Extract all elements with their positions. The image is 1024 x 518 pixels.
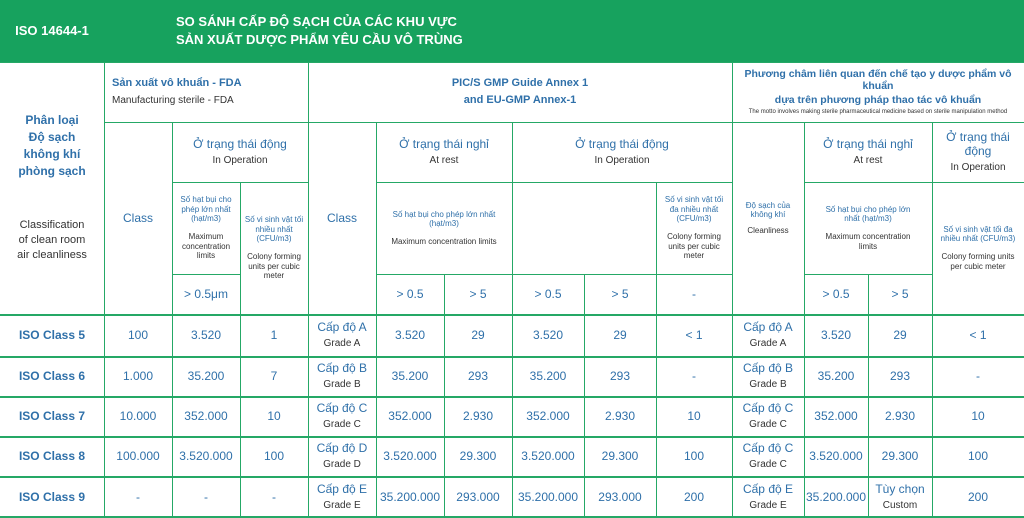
motto-rest-5-cell — [868, 356, 932, 396]
cell-value: 29.300 — [601, 448, 639, 463]
grid-line — [804, 122, 805, 314]
pics-operation-5-cell — [584, 436, 656, 476]
motto-microbe-cell — [932, 476, 1024, 518]
grade-vn: Cấp độ B — [742, 361, 794, 376]
grade-vn: Cấp độ B — [316, 361, 368, 376]
motto-grade-cell — [732, 356, 804, 396]
grade-vn: Cấp độ C — [742, 441, 794, 456]
pics-particles-header — [376, 182, 512, 274]
iso-class-cell — [0, 436, 104, 476]
grid-line — [104, 62, 105, 314]
fda-microbe-cell — [240, 396, 308, 436]
cell-value: 29.300 — [459, 448, 497, 463]
pics-operation-5-cell — [584, 356, 656, 396]
cell-value: 35.200 — [529, 368, 567, 383]
grid-line — [656, 182, 657, 314]
pics-operation-vn: Ở trạng thái động — [575, 136, 669, 151]
cell-value: 3.520 — [532, 327, 564, 342]
cell-value: - — [976, 368, 980, 383]
left-header-en — [17, 218, 87, 264]
motto-rest-05-cell — [804, 436, 868, 476]
motto-title-line-1: Phương châm liên quan đến chế tạo y dược phẩm vô khuẩn — [744, 67, 1012, 93]
pics-size-header — [656, 274, 732, 314]
fda-microbe-cell — [240, 356, 308, 396]
fda-class-header — [104, 122, 172, 314]
pics-size-label: > 0.5 — [396, 286, 424, 301]
cell-value: 100 — [127, 327, 149, 342]
pics-operation-5-cell — [584, 396, 656, 436]
cell-value: 352.000 — [814, 408, 858, 423]
motto-microbe-vn: Số vi sinh vật tối đa nhiều nhất (CFU/m3) — [940, 224, 1016, 244]
cell-value: 2.930 — [604, 408, 636, 423]
grid-line — [376, 274, 732, 275]
pics-operation-05-cell — [512, 314, 584, 356]
grade-vn: Cấp độ A — [317, 320, 367, 335]
left-header-en-line: Classification — [19, 218, 85, 231]
cell-value: 3.520 — [820, 327, 852, 342]
cell-value: 352.000 — [526, 408, 570, 423]
pics-operation-5-cell — [584, 314, 656, 356]
pics-size-header — [444, 274, 512, 314]
cell-value: - — [136, 489, 140, 504]
cell-value: 3.520.000 — [809, 448, 863, 463]
pics-class-label: Class — [326, 210, 357, 225]
grade-en: Grade B — [749, 378, 787, 390]
pics-size-label: > 5 — [611, 286, 629, 301]
cell-value: 35.200 — [817, 368, 855, 383]
motto-rest-05-cell — [804, 476, 868, 518]
cell-value: < 1 — [969, 327, 987, 342]
grade-en: Grade A — [749, 337, 787, 349]
grade-vn: Cấp độ C — [316, 401, 368, 416]
cell-value: - — [692, 368, 696, 383]
motto-microbe-cell — [932, 396, 1024, 436]
grade-vn: Cấp độ D — [316, 441, 368, 456]
grid-line — [804, 182, 1024, 183]
motto-cleanliness-en: Cleanliness — [747, 225, 789, 235]
motto-rest-5-cell — [868, 314, 932, 356]
pics-operation-05-cell — [512, 356, 584, 396]
motto-particles-en: Maximum concentration limits — [825, 232, 911, 251]
grade-vn: Cấp độ A — [743, 320, 793, 335]
fda-microbe-en: Colony forming units per cubic meter — [247, 252, 301, 281]
pics-rest-header — [376, 122, 512, 182]
cell-value: 10 — [687, 408, 701, 423]
cell-value: 3.520.000 — [521, 448, 575, 463]
fda-microbe-cell — [240, 436, 308, 476]
cell-value: 293.000 — [456, 489, 500, 504]
pics-rest-05-cell — [376, 314, 444, 356]
grade-en: Grade E — [749, 499, 787, 511]
cell-value: 29 — [613, 327, 627, 342]
fda-particles-cell — [172, 356, 240, 396]
motto-grade-cell — [732, 436, 804, 476]
pics-size-label: > 0.5 — [534, 286, 562, 301]
grid-line — [172, 314, 173, 518]
fda-class-cell — [104, 356, 172, 396]
fda-microbe-vn: Số vi sinh vật tối nhiều nhất (CFU/m3) — [244, 215, 304, 244]
pics-rest-05-cell — [376, 436, 444, 476]
grade-en: Grade B — [323, 378, 361, 390]
pics-microbe-vn: Số vi sinh vật tối đa nhiều nhất (CFU/m3) — [664, 195, 724, 224]
pics-rest-5-cell — [444, 314, 512, 356]
iso-header-cell — [0, 0, 104, 62]
pics-operation-spacer — [512, 182, 656, 274]
fda-particles-cell — [172, 436, 240, 476]
cell-value: 35.200.000 — [517, 489, 579, 504]
grid-line — [376, 122, 377, 314]
grade-vn: Cấp độ E — [316, 482, 368, 497]
left-header-vn-line: không khí — [23, 146, 81, 161]
pics-grade-cell — [308, 476, 376, 518]
pics-microbe-cell — [656, 396, 732, 436]
grid-line — [0, 62, 1024, 63]
cell-value: 2.930 — [462, 408, 494, 423]
pics-size-label: - — [692, 286, 696, 301]
grid-line — [172, 122, 173, 314]
grid-line — [308, 314, 309, 518]
motto-rest-5-cell — [868, 476, 932, 518]
pics-rest-05-cell — [376, 396, 444, 436]
motto-rest-5-cell — [868, 396, 932, 436]
fda-title: Sản xuất vô khuẩn - FDA — [112, 77, 242, 90]
fda-particles-cell — [172, 476, 240, 518]
motto-rest-05-cell — [804, 356, 868, 396]
motto-rest-en: At rest — [853, 155, 883, 167]
cell-value: 100 — [263, 448, 285, 463]
pics-microbe-cell — [656, 436, 732, 476]
grid-line — [932, 122, 933, 314]
motto-rest-5-cell — [868, 436, 932, 476]
cell-value: 293 — [467, 368, 489, 383]
fda-size-header — [172, 274, 240, 314]
cell-value: 3.520 — [394, 327, 426, 342]
motto-grade-cell — [732, 314, 804, 356]
motto-operation-en: In Operation — [950, 162, 1006, 174]
grid-line — [376, 314, 377, 518]
grid-line — [512, 314, 513, 518]
fda-operation-vn: Ở trạng thái động — [193, 136, 287, 151]
grid-line — [868, 274, 869, 314]
pics-title-line-1: PIC/S GMP Guide Annex 1 — [451, 77, 589, 90]
left-header-vn-line: phòng sạch — [18, 163, 86, 178]
motto-microbe-header — [932, 182, 1024, 314]
cell-value: ISO Class 5 — [18, 327, 86, 342]
pics-grade-cell — [308, 436, 376, 476]
cell-value: ISO Class 8 — [18, 448, 86, 463]
cell-value: Tùy chọn — [875, 482, 925, 497]
motto-operation-vn: Ở trạng thái động — [946, 129, 1010, 158]
pics-operation-header — [512, 122, 732, 182]
pics-particles-en: Maximum concentration limits — [391, 236, 497, 246]
pics-rest-5-cell — [444, 436, 512, 476]
cell-value-en: Custom — [882, 499, 918, 511]
cell-value: 100.000 — [116, 448, 160, 463]
motto-size-header — [804, 274, 868, 314]
pics-operation-05-cell — [512, 436, 584, 476]
cell-value: 293 — [889, 368, 911, 383]
cell-value: 100 — [683, 448, 705, 463]
motto-rest-05-cell — [804, 396, 868, 436]
left-header-vn — [18, 112, 85, 179]
grid-line — [804, 314, 805, 518]
iso-class-cell — [0, 396, 104, 436]
pics-microbe-cell — [656, 314, 732, 356]
grid-line — [732, 314, 733, 518]
cell-value: - — [272, 489, 276, 504]
cell-value: ISO Class 7 — [18, 408, 86, 423]
cell-value: 3.520 — [190, 327, 222, 342]
grid-line — [732, 62, 733, 314]
left-header-en-line: of clean room — [18, 233, 86, 246]
motto-particles-header — [804, 182, 932, 274]
fda-particles-vn: Số hạt bụi cho phép lớn nhất (hạt/m3) — [180, 195, 232, 224]
pics-rest-5-cell — [444, 356, 512, 396]
cell-value: 293.000 — [598, 489, 642, 504]
pics-operation-5-cell — [584, 476, 656, 518]
fda-class-cell — [104, 396, 172, 436]
pics-rest-5-cell — [444, 476, 512, 518]
pics-rest-05-cell — [376, 356, 444, 396]
cell-value: 29 — [471, 327, 485, 342]
cell-value: 35.200.000 — [379, 489, 441, 504]
grade-vn: Cấp độ C — [742, 401, 794, 416]
grid-line — [932, 314, 933, 518]
fda-size-label: > 0.5μm — [184, 286, 228, 301]
cell-value: - — [204, 489, 208, 504]
left-header-vn-line: Phân loại — [25, 113, 79, 128]
cell-value: 352.000 — [184, 408, 228, 423]
pics-operation-en: In Operation — [594, 155, 650, 167]
fda-particles-header — [172, 182, 240, 274]
cell-value: 3.520.000 — [179, 448, 233, 463]
pics-microbe-en: Colony forming units per cubic meter — [667, 232, 721, 261]
cell-value: 10 — [267, 408, 281, 423]
fda-microbe-header — [240, 182, 308, 314]
motto-rest-vn: Ở trạng thái nghỉ — [823, 136, 913, 151]
grid-line — [104, 314, 105, 518]
cell-value: 35.200 — [187, 368, 225, 383]
iso-class-cell — [0, 356, 104, 396]
grade-en: Grade C — [749, 418, 787, 430]
iso-class-cell — [0, 476, 104, 518]
cell-value: 35.200 — [391, 368, 429, 383]
cell-value: 200 — [967, 489, 989, 504]
pics-grade-cell — [308, 314, 376, 356]
left-header-cell — [0, 62, 104, 314]
motto-rest-header — [804, 122, 932, 182]
page-title-line-2: SẢN XUẤT DƯỢC PHẨM YÊU CẦU VÔ TRÙNG — [176, 32, 463, 47]
pics-microbe-cell — [656, 476, 732, 518]
motto-microbe-cell — [932, 356, 1024, 396]
pics-rest-vn: Ở trạng thái nghỉ — [399, 136, 489, 151]
grade-en: Grade C — [323, 418, 361, 430]
cell-value: 29.300 — [881, 448, 919, 463]
motto-operation-header — [932, 122, 1024, 182]
motto-rest-05-cell — [804, 314, 868, 356]
grid-line — [584, 274, 585, 314]
motto-size-header — [868, 274, 932, 314]
pics-rest-en: At rest — [429, 155, 459, 167]
cell-value: 10 — [971, 408, 985, 423]
motto-group-header — [732, 62, 1024, 122]
cell-value: 352.000 — [388, 408, 432, 423]
motto-cleanliness-header — [732, 122, 804, 314]
motto-grade-cell — [732, 396, 804, 436]
fda-microbe-cell — [240, 314, 308, 356]
fda-class-cell — [104, 476, 172, 518]
pics-rest-5-cell — [444, 396, 512, 436]
fda-operation-header — [172, 122, 308, 182]
grid-line — [240, 182, 241, 314]
fda-class-cell — [104, 436, 172, 476]
pics-group-header — [308, 62, 732, 122]
cell-value: 7 — [270, 368, 278, 383]
left-header-vn-line: Độ sạch — [28, 130, 76, 145]
pics-microbe-cell — [656, 356, 732, 396]
pics-operation-05-cell — [512, 396, 584, 436]
pics-grade-cell — [308, 396, 376, 436]
grid-line — [656, 314, 657, 518]
motto-cleanliness-vn: Độ sạch của không khí — [745, 200, 791, 220]
iso-header-label: ISO 14644-1 — [15, 23, 89, 39]
fda-particles-cell — [172, 314, 240, 356]
fda-microbe-cell — [240, 476, 308, 518]
fda-class-label: Class — [122, 210, 153, 225]
motto-size-label: > 5 — [891, 286, 909, 301]
grid-line — [584, 314, 585, 518]
grade-en: Grade E — [323, 499, 361, 511]
pics-class-header — [308, 122, 376, 314]
cell-value: 29 — [893, 327, 907, 342]
cell-value: 1.000 — [122, 368, 154, 383]
cell-value: ISO Class 9 — [18, 489, 86, 504]
grid-line — [172, 274, 240, 275]
cell-value: 2.930 — [884, 408, 916, 423]
pics-size-label: > 5 — [469, 286, 487, 301]
grid-line — [444, 274, 445, 314]
cell-value: < 1 — [685, 327, 703, 342]
pics-rest-05-cell — [376, 476, 444, 518]
pics-microbe-header — [656, 182, 732, 274]
fda-particles-cell — [172, 396, 240, 436]
motto-microbe-en: Colony forming units per cubic meter — [941, 252, 1015, 271]
fda-particles-en: Maximum concentration limits — [181, 232, 231, 261]
fda-class-cell — [104, 314, 172, 356]
title-header-cell — [104, 0, 1024, 62]
grade-en: Grade A — [323, 337, 361, 349]
grid-line — [512, 122, 513, 314]
fda-operation-en: In Operation — [212, 155, 268, 167]
grid-line — [308, 62, 309, 314]
cell-value: 10.000 — [119, 408, 157, 423]
fda-group-header — [104, 62, 308, 122]
pics-size-header — [512, 274, 584, 314]
pics-particles-vn: Số hạt bụi cho phép lớn nhất (hạt/m3) — [392, 209, 496, 229]
motto-microbe-cell — [932, 314, 1024, 356]
motto-particles-vn: Số hạt bụi cho phép lớn nhất (hạt/m3) — [825, 204, 911, 224]
fda-subtitle: Manufacturing sterile - FDA — [112, 94, 234, 106]
motto-size-label: > 0.5 — [822, 286, 850, 301]
pics-title-line-2: and EU-GMP Annex-1 — [463, 93, 577, 106]
iso-class-cell — [0, 314, 104, 356]
grid-line — [868, 314, 869, 518]
grade-en: Grade C — [749, 458, 787, 470]
motto-microbe-cell — [932, 436, 1024, 476]
grade-vn: Cấp độ E — [742, 482, 794, 497]
page-title-line-1: SO SÁNH CẤP ĐỘ SẠCH CỦA CÁC KHU VỰC — [176, 14, 457, 30]
grid-line — [444, 314, 445, 518]
pics-size-header — [376, 274, 444, 314]
cell-value: 3.520.000 — [383, 448, 437, 463]
grid-line — [104, 122, 1024, 123]
cell-value: 100 — [967, 448, 989, 463]
pics-size-header — [584, 274, 656, 314]
motto-grade-cell — [732, 476, 804, 518]
pics-operation-05-cell — [512, 476, 584, 518]
motto-title-line-2: dựa trên phương pháp thao tác vô khuẩn — [774, 93, 982, 106]
cell-value: 200 — [683, 489, 705, 504]
grade-en: Grade D — [323, 458, 361, 470]
left-header-en-line: air cleanliness — [17, 249, 87, 262]
motto-subtitle-en: The motto involves making sterile pharmaceutical medicine based on sterile manipulation method — [748, 109, 1008, 116]
cell-value: 293 — [609, 368, 631, 383]
cell-value: 35.200.000 — [805, 489, 867, 504]
cell-value: ISO Class 6 — [18, 368, 86, 383]
grid-line — [376, 182, 732, 183]
grid-line — [240, 314, 241, 518]
pics-grade-cell — [308, 356, 376, 396]
cell-value: 1 — [270, 327, 278, 342]
